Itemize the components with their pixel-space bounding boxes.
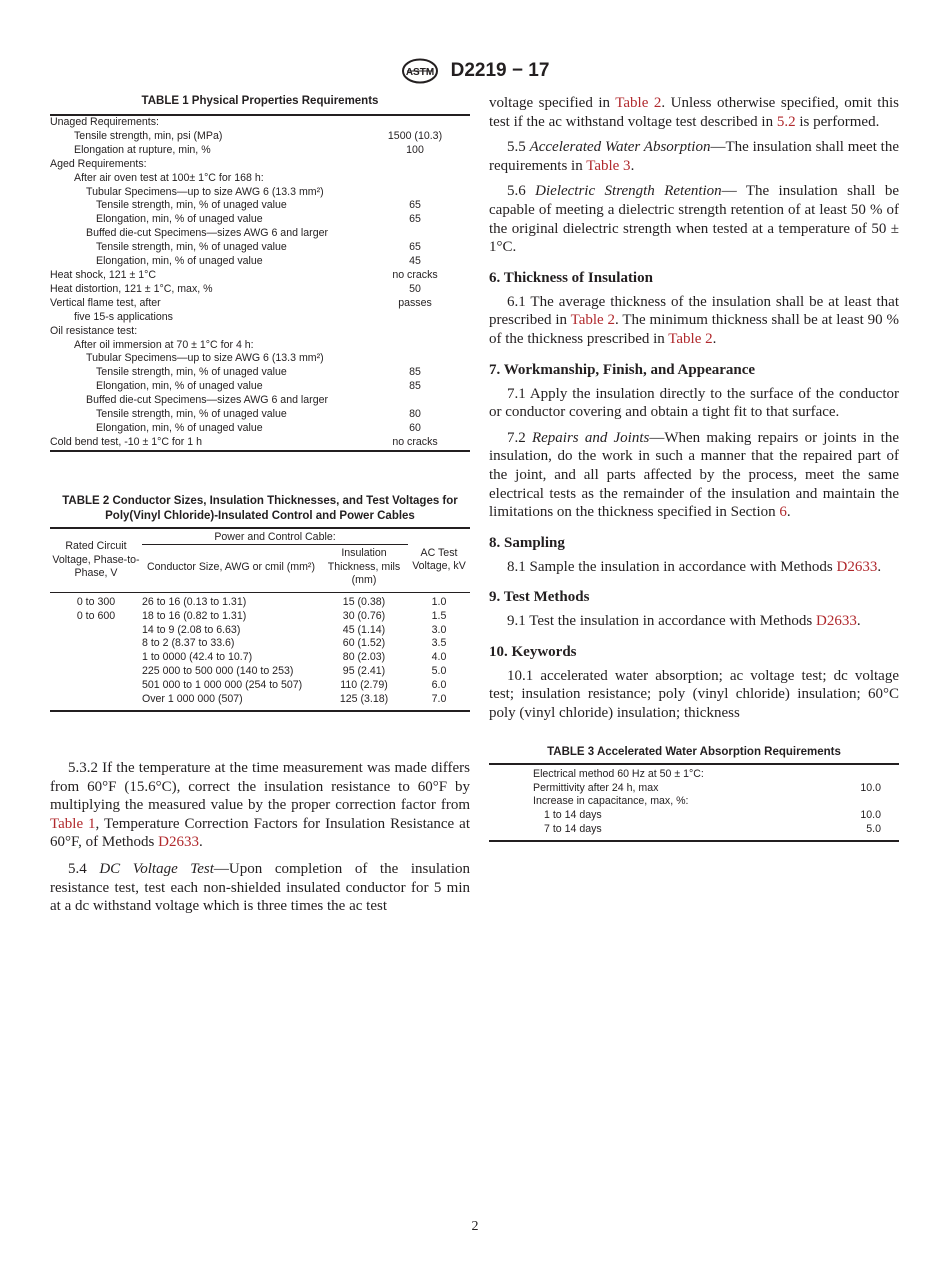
table2-cell-size: 1 to 0000 (42.4 to 10.7)	[142, 651, 253, 664]
table1-label: Aged Requirements:	[50, 157, 147, 170]
table1-title: TABLE 1 Physical Properties Requirements	[141, 95, 379, 107]
table1-row	[50, 199, 470, 213]
right-column	[489, 94, 899, 842]
table2-row	[50, 679, 470, 693]
table1-row	[50, 213, 470, 227]
table3-title: TABLE 3 Accelerated Water Absorption Requirements	[547, 745, 841, 758]
document-code: D2219 − 17	[450, 60, 550, 81]
table1-value: 45	[409, 255, 421, 268]
table1-value: 50	[409, 282, 421, 295]
table1-row	[50, 172, 470, 186]
table2-cell-voltage	[50, 651, 142, 665]
table1-label: Buffed die-cut Specimens—sizes AWG 6 and larger	[86, 227, 329, 240]
table3-value	[801, 795, 899, 809]
table3-label: 7 to 14 days	[544, 823, 602, 836]
table1-label: Unaged Requirements:	[50, 116, 159, 128]
para-5-6: 5.6 Dielectric Strength Retention— The insulation shall be capable of meeting a dielectric strength retention of at least 50 % of the original dielectric strength when tested at a temperature of 50 ± 1°C.	[489, 183, 899, 256]
table2-title: TABLE 2 Conductor Sizes, Insulation Thicknesses, and Test Voltages for Poly(Vinyl Chloride)-Insulated Control and Power Cables	[62, 494, 458, 522]
table1-value: 65	[409, 199, 421, 212]
table2-cell-size: 225 000 to 500 000 (140 to 253)	[142, 665, 294, 678]
table1-label: Heat shock, 121 ± 1°C	[50, 268, 157, 281]
ref-d2633-link[interactable]: D2633	[836, 558, 878, 575]
section-8-heading: 8. Sampling	[489, 534, 565, 551]
table3	[489, 763, 899, 843]
table2-row	[50, 596, 470, 610]
table2-cell-thickness: 110 (2.79)	[340, 679, 388, 692]
table2-cell-thickness: 15 (0.38)	[342, 595, 386, 608]
table1-label: Tensile strength, min, % of unaged value	[96, 241, 287, 254]
section-6-heading: 6. Thickness of Insulation	[489, 269, 653, 286]
ref-table2-link[interactable]: Table 2	[615, 95, 662, 111]
table2-cell-thickness: 95 (2.41)	[342, 665, 386, 678]
table2-row	[50, 693, 470, 707]
para-6-1: 6.1 The average thickness of the insulation shall be at least that prescribed in Table 2. The minimum thickness shall be at least 90 % of the thickness prescribed in Table 2.	[489, 293, 899, 347]
table2-row	[50, 637, 470, 651]
table1-row	[50, 380, 470, 394]
table3-row	[489, 768, 899, 782]
table1-row	[50, 436, 470, 451]
table3-value: 10.0	[860, 809, 881, 822]
ref-d2633-link[interactable]: D2633	[816, 613, 857, 630]
table1-label: five 15-s applications	[74, 310, 173, 323]
table1-row	[50, 283, 470, 297]
table2-cell-thickness: 30 (0.76)	[342, 609, 386, 622]
table1-row	[50, 422, 470, 436]
table2-cell-thickness: 45 (1.14)	[342, 623, 386, 636]
table1-value	[360, 394, 470, 408]
table1-label: Oil resistance test:	[50, 324, 138, 337]
table1-row	[50, 366, 470, 380]
table1-label: Tubular Specimens—up to size AWG 6 (13.3 mm²)	[86, 185, 324, 198]
table2-col-thickness: Insulation Thickness, mils (mm)	[327, 547, 401, 587]
table1-value: 65	[409, 213, 421, 226]
table1-label: Elongation, min, % of unaged value	[96, 213, 263, 226]
table3-row	[489, 809, 899, 823]
table2-cell-thickness: 80 (2.03)	[342, 651, 386, 664]
table1-value	[360, 158, 470, 172]
table1-value	[360, 186, 470, 200]
table1-value: 60	[409, 421, 421, 434]
table2-col-voltage: Rated Circuit Voltage, Phase-to-Phase, V	[52, 540, 140, 579]
table2-col-ac: AC Test Voltage, kV	[412, 546, 466, 573]
table2-cell-size: 8 to 2 (8.37 to 33.6)	[142, 637, 235, 650]
table1-value	[360, 115, 470, 130]
table2-group-header: Power and Control Cable:	[142, 528, 408, 545]
para-10-1: 10.1 accelerated water absorption; ac voltage test; dc voltage test; insulation resistance; poly (vinyl chloride) insulation; 60°C poly (vinyl chloride) insulation; thickness	[489, 667, 899, 722]
para-5-3-2: 5.3.2 If the temperature at the time measurement was made differs from 60°F (15.6°C), correct the insulation resistance to 60°F by multiplying the measured value by the proper correction factor from Table 1, Temperature Correction Factors for Insulation Resistance at 60°F, of Methods D2633.	[50, 760, 470, 851]
table1-row	[50, 144, 470, 158]
table1	[50, 114, 470, 452]
table1-row	[50, 186, 470, 200]
table3-label: Permittivity after 24 h, max	[533, 781, 659, 794]
table3-row	[489, 795, 899, 809]
table1-row	[50, 130, 470, 144]
table1-row	[50, 158, 470, 172]
ref-5-2-link[interactable]: 5.2	[776, 113, 796, 130]
table3-label: Electrical method 60 Hz at 50 ± 1°C:	[533, 767, 704, 780]
table2-cell-size: 14 to 9 (2.08 to 6.63)	[142, 623, 241, 636]
table3-row	[489, 782, 899, 796]
table2-cell-size: Over 1 000 000 (507)	[142, 693, 243, 706]
section-7-heading: 7. Workmanship, Finish, and Appearance	[489, 361, 756, 378]
table1-value: no cracks	[392, 268, 438, 281]
table1-value: passes	[398, 296, 432, 309]
table1-label: Heat distortion, 121 ± 1°C, max, %	[50, 282, 213, 295]
table1-row	[50, 297, 470, 311]
table2-row	[50, 610, 470, 624]
table1-label: Vertical flame test, after	[50, 296, 161, 309]
table1-label: Elongation, min, % of unaged value	[96, 380, 263, 393]
table1-label: Tensile strength, min, % of unaged value	[96, 408, 287, 421]
table1-row	[50, 115, 470, 130]
table2-cell-ac: 7.0	[431, 693, 447, 706]
table1-label: Elongation at rupture, min, %	[74, 143, 211, 156]
ref-section6-link[interactable]: 6	[779, 504, 787, 521]
table2-cell-voltage	[50, 679, 142, 693]
table1-value: no cracks	[392, 435, 438, 448]
page-header	[0, 58, 950, 84]
para-8-1: 8.1 Sample the insulation in accordance with Methods D2633.	[507, 558, 882, 575]
table1-row	[50, 255, 470, 269]
table3-value: 10.0	[860, 781, 881, 794]
table1-label: Cold bend test, -10 ± 1°C for 1 h	[50, 435, 202, 448]
table1-value: 80	[409, 408, 421, 421]
table3-row	[489, 823, 899, 837]
table1-label: Elongation, min, % of unaged value	[96, 421, 263, 434]
para-7-1: 7.1 Apply the insulation directly to the surface of the conductor or conductor covering and obtain a tight fit to that surface.	[489, 385, 899, 421]
table2-cell-ac: 3.0	[431, 623, 447, 636]
table3-value	[801, 768, 899, 782]
table1-value: 1500 (10.3)	[387, 129, 443, 142]
table2-cell-ac: 3.5	[431, 637, 447, 650]
para-5-5: 5.5 Accelerated Water Absorption—The insulation shall meet the requirements in Table 3.	[489, 139, 899, 174]
section-9-heading: 9. Test Methods	[489, 589, 590, 606]
table1-value: 100	[406, 143, 424, 156]
table1-row	[50, 325, 470, 339]
para-7-2: 7.2 Repairs and Joints—When making repairs or joints in the insulation, do the work in such a manner that the repaired part of the joint, and all parts affected by the process, meet the same electrical tests as the remainder of the insulation and maintain the limitations on the thickness specified in Section 6.	[489, 429, 900, 521]
table1-label: Tensile strength, min, psi (MPa)	[74, 129, 223, 142]
table1-label: Tubular Specimens—up to size AWG 6 (13.3 mm²)	[86, 352, 324, 365]
table2-cell-thickness: 60 (1.52)	[342, 637, 386, 650]
ref-table3-link[interactable]: Table 3	[586, 157, 631, 174]
table1-value	[360, 311, 470, 325]
table2-cell-voltage: 0 to 600	[76, 609, 116, 622]
ref-table1-link[interactable]: Table 1	[50, 815, 96, 832]
table2-cell-ac: 5.0	[431, 665, 447, 678]
table1-label: After oil immersion at 70 ± 1°C for 4 h:	[74, 338, 254, 351]
left-column	[50, 94, 470, 916]
table1-value	[360, 325, 470, 339]
table2-cell-ac: 1.0	[431, 595, 447, 608]
para-5-4-continued: voltage specified in Table 2. Unless otherwise specified, omit this test if the ac withstand voltage test described in 5.2 is performed.	[489, 95, 899, 130]
table1-label: Buffed die-cut Specimens—sizes AWG 6 and larger	[86, 394, 329, 407]
table2-cell-size: 501 000 to 1 000 000 (254 to 507)	[142, 679, 303, 692]
table1-row	[50, 352, 470, 366]
table1-label: Elongation, min, % of unaged value	[96, 255, 263, 268]
table1-row	[50, 339, 470, 353]
table2-cell-thickness: 125 (3.18)	[339, 693, 389, 706]
table3-label: Increase in capacitance, max, %:	[533, 795, 689, 808]
table1-value	[360, 339, 470, 353]
table2-cell-size: 18 to 16 (0.82 to 1.31)	[142, 609, 247, 622]
table2-cell-size: 26 to 16 (0.13 to 1.31)	[142, 595, 247, 608]
table2-cell-ac: 1.5	[431, 609, 447, 622]
para-9-1: 9.1 Test the insulation in accordance with Methods D2633.	[507, 613, 861, 630]
table2-cell-voltage	[50, 637, 142, 651]
table1-row	[50, 241, 470, 255]
section-10-heading: 10. Keywords	[489, 643, 577, 660]
table1-label: After air oven test at 100± 1°C for 168 h:	[74, 171, 264, 184]
table1-value	[360, 172, 470, 186]
table2-cell-ac: 6.0	[431, 679, 447, 692]
table1-label: Tensile strength, min, % of unaged value	[96, 199, 287, 212]
table2-row	[50, 651, 470, 665]
ref-table2-link[interactable]: Table 2	[570, 312, 616, 329]
table2-cell-voltage	[50, 624, 142, 638]
table1-value: 85	[409, 380, 421, 393]
astm-logo-text: ASTM	[405, 67, 434, 78]
table1-row	[50, 227, 470, 241]
astm-logo-icon	[401, 58, 439, 84]
table2	[50, 527, 470, 712]
table2-cell-ac: 4.0	[431, 651, 447, 664]
table1-value: 65	[409, 241, 421, 254]
table2-cell-voltage: 0 to 300	[76, 595, 116, 608]
table1-label: Tensile strength, min, % of unaged value	[96, 366, 287, 379]
table1-value: 85	[409, 366, 421, 379]
table3-value: 5.0	[866, 823, 881, 836]
table1-row	[50, 394, 470, 408]
table2-row	[50, 624, 470, 638]
table1-value	[360, 227, 470, 241]
para-5-4: 5.4 DC Voltage Test—Upon completion of the insulation resistance test, test each non-shielded insulated conductor for 5 min at a dc withstand voltage which is three times the ac test	[50, 860, 470, 915]
table1-row	[50, 408, 470, 422]
table2-col-size: Conductor Size, AWG or cmil (mm²)	[147, 560, 315, 573]
ref-table2-link[interactable]: Table 2	[668, 330, 713, 347]
table1-row	[50, 311, 470, 325]
ref-d2633-link[interactable]: D2633	[158, 834, 199, 851]
table1-row	[50, 269, 470, 283]
table2-cell-voltage	[50, 665, 142, 679]
table2-cell-voltage	[50, 693, 142, 707]
page-number: 2	[471, 1219, 479, 1234]
table3-label: 1 to 14 days	[544, 809, 602, 822]
table1-value	[360, 352, 470, 366]
table2-row	[50, 665, 470, 679]
